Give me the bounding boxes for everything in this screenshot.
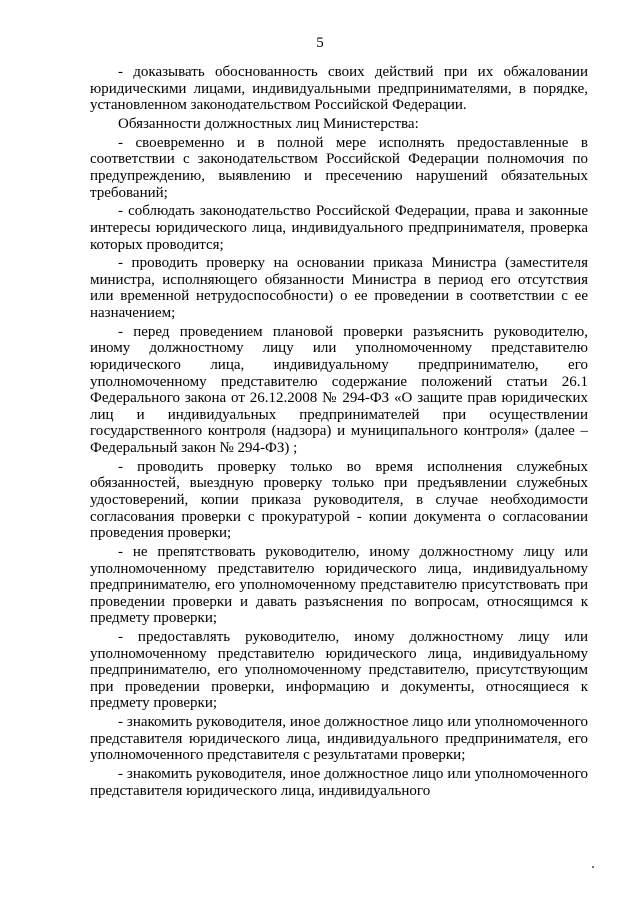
scan-dot-mark bbox=[592, 866, 594, 868]
paragraph-observe-legislation: - соблюдать законодательство Российской Федерации, права и законные интересы юридического лица, индивидуального предпринимателя, проверка которых проводится; bbox=[90, 203, 588, 253]
paragraph-explain-before-inspection: - перед проведением плановой проверки разъяснить руководителю, иному должностному лицу или уполномоченному представителю юридического лица, индивидуальному предпринимателю, его уполномоченному представителю содержание положений статьи 26.1 Федерального закона от 26.12.2008 № 294-ФЗ «О защите прав юридических лиц и индивидуальных предпринимателей при осуществлении государственного контроля (надзора) и муниципального контроля» (далее – Федеральный закон № 294-ФЗ) ; bbox=[90, 323, 588, 456]
paragraph-inspection-by-order: - проводить проверку на основании приказа Министра (заместителя министра, исполняющего обязанности Министра в период его отсутствия или временной нетрудоспособности) о ее проведении в соответствии с ее назначением; bbox=[90, 255, 588, 322]
paragraph-officials-duties-heading: Обязанности должностных лиц Министерства: bbox=[118, 115, 419, 132]
document-body bbox=[90, 64, 588, 802]
paragraph-provide-information: - предоставлять руководителю, иному должностному лицу или уполномоченному представителю юридического лица, индивидуальному предпринимателю, его уполномоченному представителю, присутствующим при проведении проверки, информацию и документы, относящиеся к предмету проверки; bbox=[90, 629, 588, 712]
paragraph-exercise-powers: - своевременно и в полной мере исполнять предоставленные в соответствии с законодательством Российской Федерации полномочия по предупреждению, выявлению и пресечению нарушений обязательных требований; bbox=[90, 134, 588, 201]
paragraph-acquaint-continued: - знакомить руководителя, иное должностное лицо или уполномоченного представителя юридического лица, индивидуального bbox=[90, 766, 588, 799]
paragraph-appeal-justification: - доказывать обоснованность своих действий при их обжаловании юридическими лицами, индивидуальными предпринимателями, в порядке, установленном законодательством Российской Федерации. bbox=[90, 64, 588, 114]
page-number: 5 bbox=[316, 35, 324, 51]
paragraph-inspection-during-duty: - проводить проверку только во время исполнения служебных обязанностей, выездную проверку только при предъявлении служебных удостоверений, копии приказа руководителя, в случае необходимости согласования проверки с прокуратурой - копии документа о согласовании проведения проверки; bbox=[90, 458, 588, 542]
paragraph-do-not-obstruct: - не препятствовать руководителю, иному должностному лицу или уполномоченному представителю юридического лица, индивидуальному предпринимателю, его уполномоченному представителю присутствовать при проведении проверки и давать разъяснения по вопросам, относящимся к предмету проверки; bbox=[90, 543, 588, 627]
paragraph-acquaint-with-results: - знакомить руководителя, иное должностное лицо или уполномоченного представителя юридического лица, индивидуального предпринимателя, его уполномоченного представителя с результатами проверки; bbox=[90, 714, 588, 764]
